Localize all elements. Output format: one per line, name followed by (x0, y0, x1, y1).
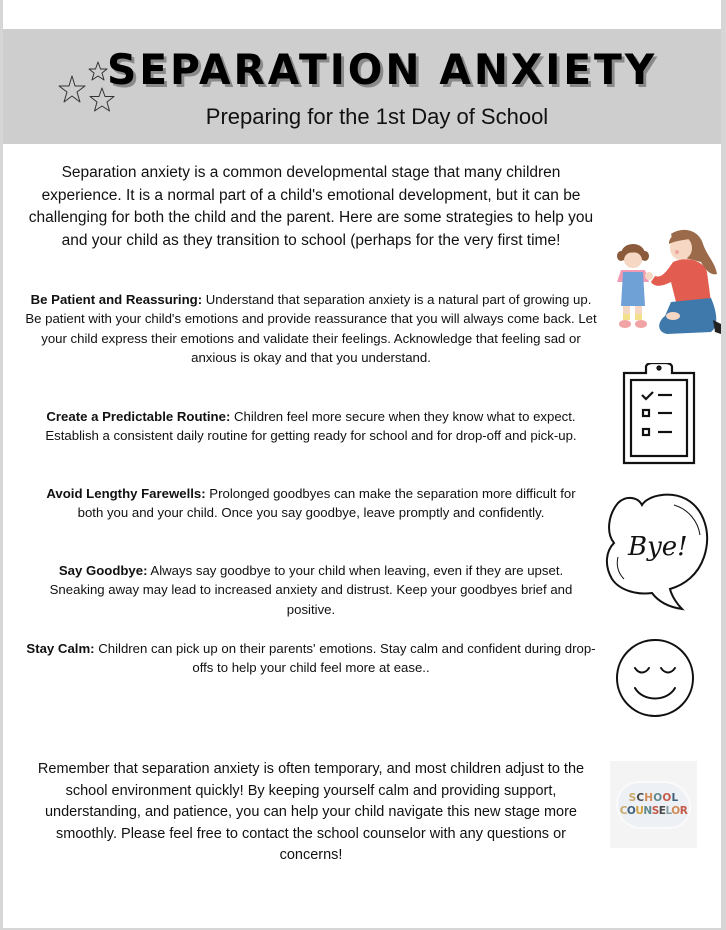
badge-letter: C (636, 792, 645, 804)
tip-stay-calm (25, 639, 597, 678)
document-page (3, 0, 721, 928)
badge-line-school (610, 792, 697, 804)
badge-letter: S (651, 805, 659, 817)
page-title: SEPARATION ANXIETY (107, 45, 658, 94)
tip-text: Always say goodbye to your child when leaving, even if they are upset. Sneaking away may lead to increased anxiety and distrust. Keep your goodbyes brief and positive. (49, 563, 573, 617)
tip-text: Children feel more secure when they know what to expect. Establish a consistent daily routine for getting ready for school and for drop-off and pick-up. (45, 409, 577, 444)
badge-letter: R (679, 805, 688, 817)
badge-letter: O (626, 805, 636, 817)
badge-line-counselor (610, 805, 697, 817)
tip-heading: Create a Predictable Routine: (46, 409, 231, 424)
badge-letter: E (658, 805, 666, 817)
badge-letter: O (653, 792, 663, 804)
closing-paragraph: Remember that separation anxiety is often temporary, and most children adjust to the school environment quickly! By keeping yourself calm and providing support, understanding, and patience, you can help your child navigate this new stage more smoothly. Please feel free to contact the school counselor with any questions or concerns! (37, 761, 585, 863)
tip-predictable-routine (25, 407, 597, 446)
page-subtitle: Preparing for the 1st Day of School (205, 104, 549, 129)
tip-text: Prolonged goodbyes can make the separation more difficult for both you and your child. Once you say goodbye, leave promptly and confidently. (77, 486, 576, 521)
tip-heading: Be Patient and Reassuring: (30, 292, 203, 307)
calm-smiley-face-icon (615, 638, 695, 718)
badge-letter: O (662, 792, 672, 804)
badge-letter: N (643, 805, 652, 817)
tip-say-goodbye (47, 561, 575, 619)
badge-letter: U (635, 805, 644, 817)
badge-letter: L (671, 792, 679, 804)
intro-paragraph: Separation anxiety is a common developmental stage that many children experience. It is a normal part of a child's emotional development, but it can be challenging for both the child and the parent. Here are some strategies to help you and your child as they transition to school (perhaps for the very first time! (28, 164, 594, 249)
school-counselor-badge (610, 761, 697, 848)
bubble-text: Bye! (628, 532, 688, 562)
bye-speech-bubble-icon (604, 493, 710, 613)
tip-heading: Say Goodbye: (58, 563, 148, 578)
tip-be-patient (25, 290, 597, 367)
badge-letter: S (628, 792, 637, 804)
tip-text: Children can pick up on their parents' emotions. Stay calm and confident during drop-offs to help your child feel more at ease.. (94, 641, 596, 676)
tip-avoid-lengthy-farewells (33, 484, 589, 523)
clipboard-checklist-icon (622, 363, 696, 465)
parent-and-child-illustration (611, 226, 721, 338)
badge-letter: O (671, 805, 680, 817)
tip-text: Understand that separation anxiety is a natural part of growing up. Be patient with your child's emotions and provide reassurance that you will always come back. Let your child express their emotions and validate their feelings. Acknowledge that feeling sad or anxious is okay and that you understand. (25, 292, 597, 365)
tip-heading: Avoid Lengthy Farewells: (46, 486, 206, 501)
tip-heading: Stay Calm: (26, 641, 95, 656)
badge-letter: C (619, 805, 627, 817)
badge-letter: H (644, 792, 654, 804)
badge-letter: L (665, 805, 672, 817)
